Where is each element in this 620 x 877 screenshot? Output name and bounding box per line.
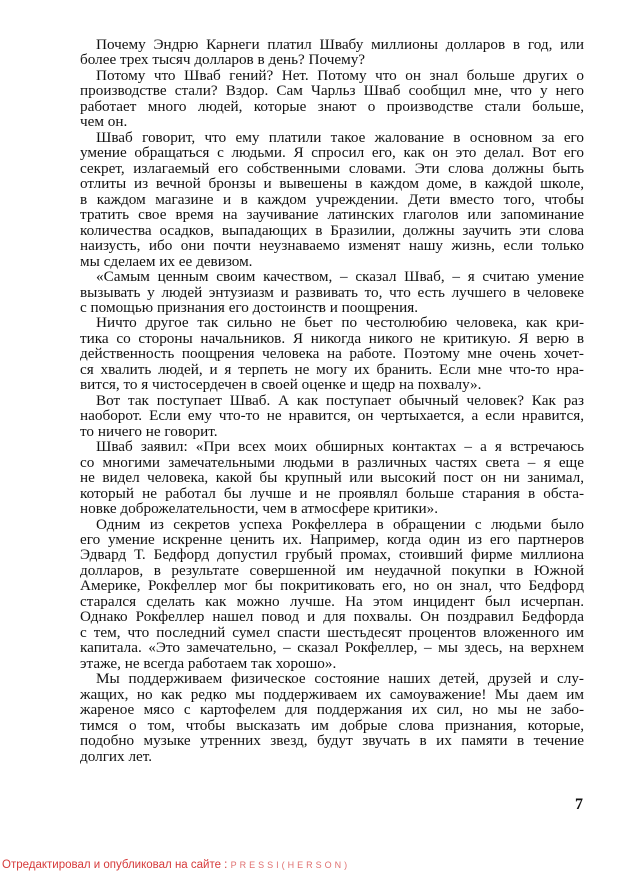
footer-label: Отредактировал и опубликовал на сайте : (2, 859, 231, 871)
text-line: отлиты из вечной бронзы и вывешены в каждом доме, в каждой школе, (80, 175, 584, 193)
paragraph (80, 671, 584, 764)
text-line: тимся о том, чтобы высказать им добрые слова признания, которые, (80, 716, 584, 734)
text-line: с помощью признания его достоинств и поощрения. (80, 298, 419, 316)
paragraph (80, 393, 584, 439)
text-line: Шваб заявил: «При всех моих обширных контактах – а я встречаюсь (96, 438, 584, 456)
publisher-footer (2, 859, 350, 871)
text-line: жащих, но как редко мы поддерживаем их самоуважение! Мы даем им (80, 685, 584, 703)
text-line: который не работал бы лучше и не проявлял больше старания в обста- (80, 484, 584, 502)
text-line: Однако Рокфеллер нашел повод и для похвалы. Он поздравил Бедфорда (80, 608, 584, 626)
text-line: Эдвард Т. Бедфорд допустил грубый промах, стоивший фирме миллиона (80, 546, 584, 564)
paragraph (80, 439, 584, 516)
text-line: со многими замечательными людьми в различных частях света – я еще (80, 453, 584, 471)
text-line: Потому что Шваб гений? Нет. Потому что он знал больше других о (96, 66, 584, 84)
text-line: его умение искренне ценить их. Например, когда один из его партнеров (80, 531, 584, 548)
text-line: тратить свое время на заучивание латинских глаголов или запоминание (80, 206, 584, 224)
text-line: более трех тысяч долларов в день? Почему? (80, 51, 366, 69)
footer-site: PRESSI(HERSON) (230, 860, 351, 870)
paragraph (80, 130, 584, 269)
paragraph (80, 517, 584, 672)
text-line: долгих лет. (80, 747, 153, 765)
text-line: секрет, излагаемый его собственными словами. Эти слова должны быть (80, 159, 584, 177)
text-line: не видел человека, какой бы крупный или высокий пост он ни занимал, (80, 469, 584, 487)
paragraph (80, 269, 584, 315)
text-line: Шваб говорит, что ему платили такое жалование в основном за его (96, 128, 584, 146)
text-line: мы сделаем их ее девизом. (80, 252, 253, 270)
text-line: Мы поддерживаем физическое состояние наших детей, друзей и слу- (96, 670, 584, 688)
text-line: ся хвалить людей, и я терпеть не могу их бранить. Если мне что-то нра- (80, 360, 584, 378)
text-line: новке доброжелательности, чем в атмосфере критики». (80, 500, 439, 518)
text-line: жареное мясо с картофелем для поддержания их сил, но мы не забо- (80, 701, 584, 719)
text-line: «Самым ценным своим качеством, – сказал Шваб, – я считаю умение (96, 268, 584, 286)
paragraph (80, 37, 584, 68)
text-line: тика со стороны начальников. Я никогда никого не критикую. Я верю в (80, 329, 584, 347)
paragraph (80, 315, 584, 392)
text-line: умение обращаться с людьми. Я спросил его, как он это делал. Вот его (80, 144, 584, 162)
text-line: долларов, в результате совершенной им неудачной покупки в Южной (80, 561, 584, 579)
text-line: чем он. (80, 113, 128, 131)
body-text (80, 37, 584, 764)
text-line: действенность поощрения человека на работе. Поэтому мне очень хочет- (80, 345, 584, 363)
text-line: наизусть, ибо они почти неузнаваемо изменят нашу жизнь, если только (80, 237, 584, 255)
text-line: Вот так поступает Шваб. А как поступает обычный человек? Как раз (96, 391, 584, 409)
text-line: вится, то я чистосердечен в своей оценке и щедр на похвалу». (80, 376, 482, 394)
paragraph (80, 68, 584, 130)
text-line: наоборот. Если ему что-то не нравится, он чертыхается, а если нравится, (80, 407, 584, 425)
text-line: Одним из секретов успеха Рокфеллера в обращении с людьми было (96, 515, 584, 533)
text-line: Ничто другое так сильно не бьет по честолюбию человека, как кри- (96, 314, 584, 332)
text-line: старался сделать как можно лучше. На этом инцидент был исчерпан. (80, 592, 584, 610)
text-line: капитала. «Это замечательно, – сказал Рокфеллер, – мы здесь, на верхнем (80, 639, 584, 657)
page-number: 7 (575, 796, 583, 813)
text-line: этаже, не всегда работаем так хорошо». (80, 654, 337, 672)
text-line: с тем, что последний сумел спасти шестьдесят процентов вложенного им (80, 623, 584, 641)
text-line: Америке, Рокфеллер мог бы покритиковать его, но он знал, что Бедфорд (80, 577, 584, 595)
text-line: вызывать у людей энтузиазм и развивать то, что есть лучшего в человеке (80, 283, 584, 301)
text-line: производстве стали? Вздор. Сам Чарльз Шваб сообщил мне, что у него (80, 82, 584, 100)
text-line: количества осадков, выпадающих в Бразилии, должны заучить эти слова (80, 221, 584, 239)
text-line: в каждом магазине и в каждом учреждении. Дети вместо того, чтобы (80, 190, 584, 208)
text-line: работает много людей, которые знают о производстве стали больше, (80, 97, 584, 115)
text-line: подобно музыке утренних звезд, будут звучать в их памяти в течение (80, 732, 584, 750)
text-line: то ничего не говорит. (80, 422, 218, 440)
text-line: Почему Эндрю Карнеги платил Швабу миллионы долларов в год, или (96, 36, 584, 53)
